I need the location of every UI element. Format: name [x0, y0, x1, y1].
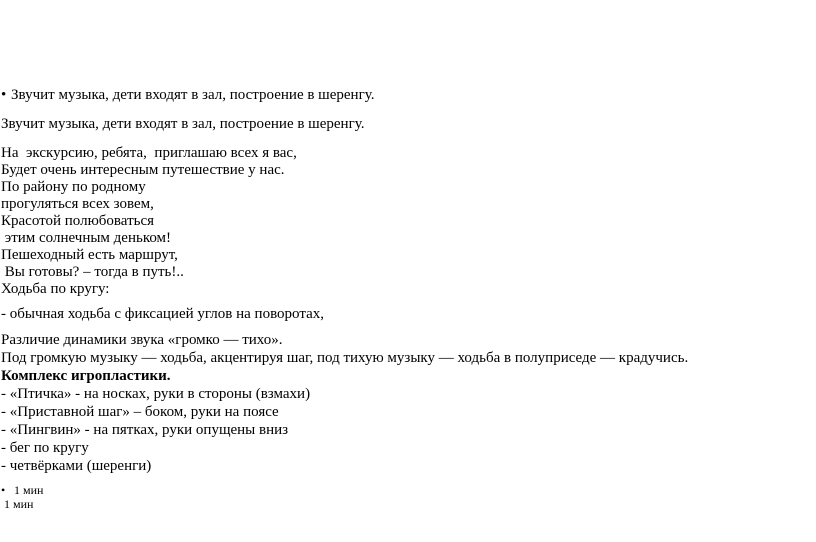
text-line — [1, 145, 816, 162]
paragraph — [1, 497, 816, 511]
paragraph — [1, 306, 816, 323]
text-line — [1, 483, 816, 497]
line-text: прогуляться всех зовем, — [1, 196, 154, 212]
text-line — [1, 196, 816, 213]
text-line — [1, 213, 816, 230]
line-text: - «Пингвин» - на пятках, руки опущены вниз — [1, 422, 289, 438]
text-line — [1, 281, 816, 298]
text-line — [1, 421, 816, 439]
bold-heading-text: Комплекс игропластики. — [1, 368, 171, 384]
text-line — [1, 385, 816, 403]
text-line — [1, 457, 816, 475]
paragraph — [1, 116, 816, 133]
text-line — [1, 439, 816, 457]
text-line — [1, 306, 816, 323]
line-text: Ходьба по кругу: — [1, 281, 110, 297]
paragraph — [1, 483, 816, 497]
line-text: Пешеходный есть маршрут, — [1, 247, 178, 263]
line-text: Вы готовы? – тогда в путь!.. — [1, 264, 184, 280]
line-text: этим солнечным деньком! — [1, 230, 172, 246]
line-text: 1 мин — [1, 497, 34, 511]
text-line — [1, 179, 816, 196]
line-text: Звучит музыка, дети входят в зал, построение в шеренгу. — [1, 116, 365, 132]
line-text: На экскурсию, ребята, приглашаю всех я вас, — [1, 145, 297, 161]
bullet-marker-icon: • — [1, 483, 6, 497]
text-line — [1, 247, 816, 264]
text-line — [1, 331, 816, 349]
line-text: - четвёрками (шеренги) — [1, 458, 152, 474]
line-text: - «Приставной шаг» – боком, руки на поясе — [1, 404, 279, 420]
text-line — [1, 87, 816, 104]
document-content — [1, 87, 816, 511]
paragraph — [1, 331, 816, 475]
line-text: 1 мин — [11, 483, 44, 497]
line-text: Различие динамики звука «громко — тихо». — [1, 332, 283, 348]
line-text: - бег по кругу — [1, 440, 89, 456]
line-text: Звучит музыка, дети входят в зал, построение в шеренгу. — [11, 87, 375, 103]
line-text: Под громкую музыку — ходьба, акцентируя шаг, под тихую музыку — ходьба в полуприседе — крадучись. — [1, 350, 689, 366]
line-text: Красотой полюбоваться — [1, 213, 155, 229]
paragraph — [1, 87, 816, 104]
line-text: По району по родному — [1, 179, 146, 195]
text-line — [1, 403, 816, 421]
bullet-marker-icon: • — [1, 87, 7, 103]
line-text: Будет очень интересным путешествие у нас. — [1, 162, 285, 178]
line-text: - обычная ходьба с фиксацией углов на поворотах, — [1, 306, 324, 322]
text-line — [1, 349, 816, 367]
text-line — [1, 230, 816, 247]
text-line — [1, 497, 816, 511]
text-line — [1, 116, 816, 133]
line-text: - «Птичка» - на носках, руки в стороны (взмахи) — [1, 386, 311, 402]
paragraph — [1, 145, 816, 298]
text-line — [1, 367, 816, 385]
text-line — [1, 162, 816, 179]
text-line — [1, 264, 816, 281]
